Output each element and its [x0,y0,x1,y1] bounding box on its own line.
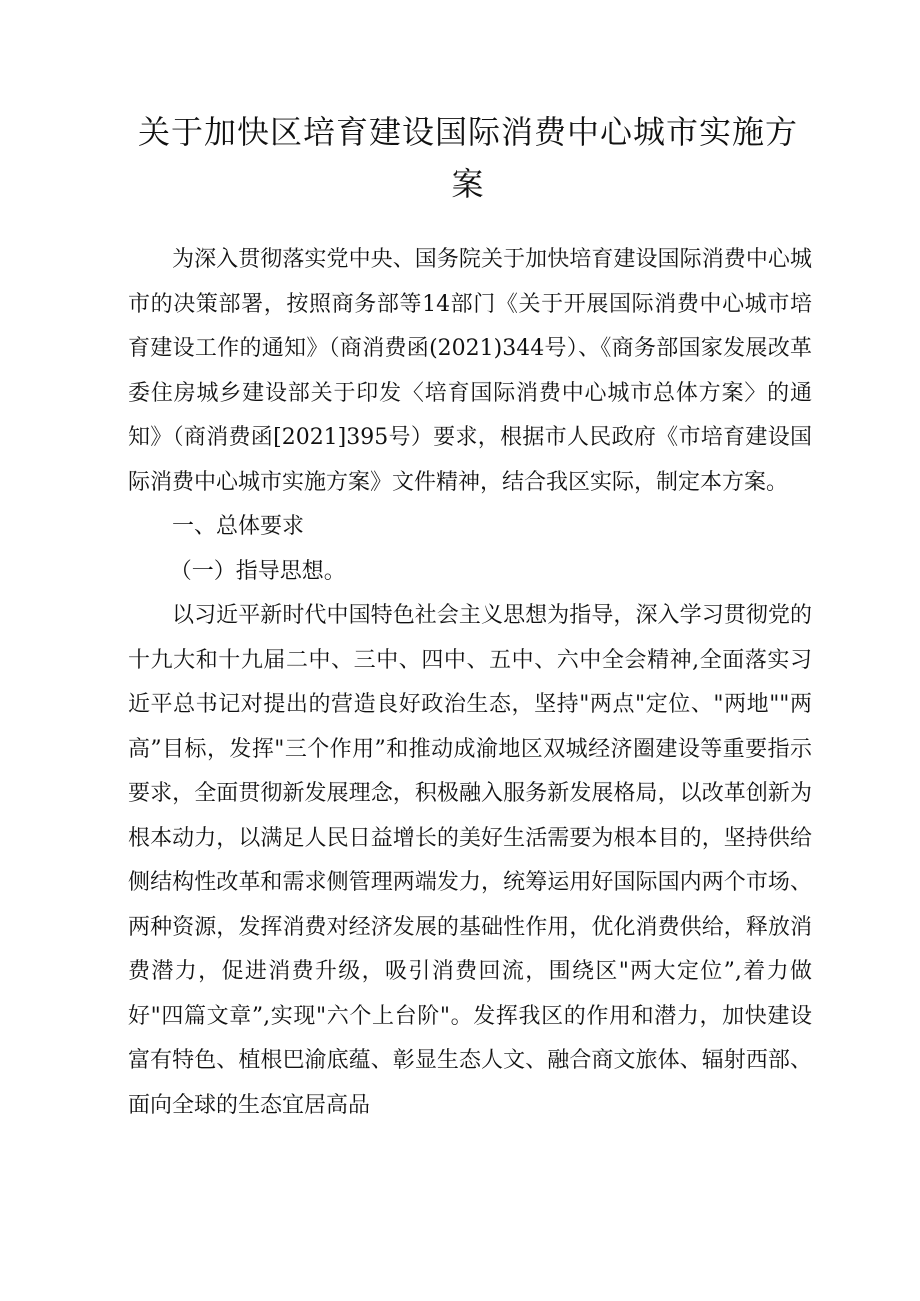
subsection-heading-guiding-ideology: （一）指导思想。 [169,558,346,584]
guiding-ideology-paragraph: 以习近平新时代中国特色社会主义思想为指导，深入学习贯彻党的十九大和十九届二中、三中、四中、五中、六中全会精神,全面落实习近平总书记对提出的营造良好政治生态，坚持"两点"定位、"两地""两高”目标，发挥"三个作用”和推动成渝地区双城经济圈建设等重要指示要求，全面贯彻新发展理念，积极融入服务新发展格局，以改革创新为根本动力，以满足人民日益增长的美好生活需要为根本目的，坚持供给侧结构性改革和需求侧管理两端发力，统筹运用好国际国内两个市场、两种资源，发挥消费对经济发展的基础性作用，优化消费供给，释放消费潜力，促进消费升级，吸引消费回流，围绕区"两大定位”,着力做好"四篇文章”,实现"六个上台阶"。发挥我区的作用和潜力，加快建设富有特色、植根巴渝底蕴、彰显生态人文、融合商文旅体、辐射西部、面向全球的生态宜居高品 [128,603,812,1118]
section-heading-general-requirements: 一、总体要求 [172,514,305,539]
intro-paragraph: 为深入贯彻落实党中央、国务院关于加快培育建设国际消费中心城市的决策部署，按照商务部等14部门《关于开展国际消费中心城市培育建设工作的通知》（商消费函(2021)344号）、《商务部国家发展改革委住房城乡建设部关于印发〈培育国际消费中心城市总体方案〉的通知》（商消费函[2021]395号）要求，根据市人民政府《市培育建设国际消费中心城市实施方案》文件精神，结合我区实际，制定本方案。 [128,247,812,495]
document-body [128,238,812,1128]
document-title: 关于加快区培育建设国际消费中心城市实施方案 [137,113,798,203]
